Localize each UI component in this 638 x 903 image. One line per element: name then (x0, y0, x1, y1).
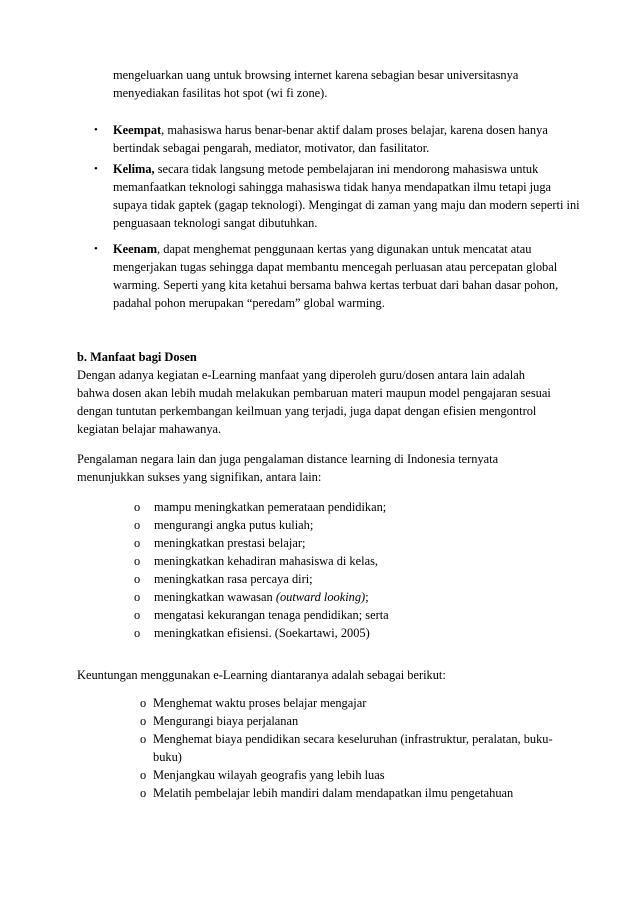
bullet-text: , mahasiswa harus benar-benar aktif dalam proses belajar, karena dosen hanya bertindak sebagai pengarah, mediator, motivator, dan fasilitator. (113, 123, 548, 155)
bullet-item (94, 240, 583, 312)
list-item: o mengurangi angka putus kuliah; (134, 518, 314, 532)
paragraph: Pengalaman negara lain dan juga pengalaman distance learning di Indonesia ternyata menunjukkan sukses yang signifikan, antara lain: (77, 452, 499, 484)
bullet-text: , dapat menghemat penggunaan kertas yang digunakan untuk mencatat atau mengerjakan tugas sehingga dapat membantu mencegah perluasan atau percepatan global warming. Seperti yang kita ketahui bersama bahwa kertas terbuat dari bahan dasar pohon, padahal pohon merupakan “peredam” global warming. (113, 242, 559, 310)
list-item: o mengatasi kekurangan tenaga pendidikan; serta (134, 608, 389, 622)
list-item: o Mengurangi biaya perjalanan (140, 714, 299, 728)
list-item: o Menghemat biaya pendidikan secara keseluruhan (infrastruktur, peralatan, buku-buku) (140, 732, 553, 764)
list-marker: o (134, 572, 141, 586)
bullet-lead: Kelima, (113, 162, 155, 176)
section-heading: b. Manfaat bagi Dosen (77, 350, 197, 364)
list-marker: o (134, 626, 141, 640)
list-marker: o (134, 536, 141, 550)
bullet-item (94, 160, 583, 232)
list-marker: o (140, 696, 147, 710)
continuation-paragraph: mengeluarkan uang untuk browsing internet karena sebagian besar universitasnya menyediakan fasilitas hot spot (wi fi zone). (113, 68, 519, 100)
list-item: o Menjangkau wilayah geografis yang lebih luas (140, 768, 385, 782)
bullet-marker: • (94, 243, 98, 255)
list-marker: o (134, 518, 141, 532)
list-item: o Menghemat waktu proses belajar mengajar (140, 696, 367, 710)
list-item: o meningkatkan rasa percaya diri; (134, 572, 313, 586)
success-list (134, 498, 389, 642)
list-marker: o (140, 714, 147, 728)
list-marker: o (140, 768, 147, 782)
list-marker: o (134, 554, 141, 568)
paragraph: Dengan adanya kegiatan e-Learning manfaat yang diperoleh guru/dosen antara lain adalah bahwa dosen akan lebih mudah melakukan pembaruan materi maupun model pengajaran sesuai dengan tuntutan perkembangan keilmuan yang terjadi, juga dapat dengan efisien mengontrol kegiatan belajar mahawanya. (77, 368, 551, 436)
list-marker: o (134, 608, 141, 622)
list-item: o meningkatkan efisiensi. (Soekartawi, 2005) (134, 626, 370, 640)
paragraph: Keuntungan menggunakan e-Learning diantaranya adalah sebagai berikut: (77, 668, 446, 682)
list-marker: o (134, 590, 141, 604)
bullet-marker: • (94, 163, 98, 175)
bullet-marker: • (94, 124, 98, 136)
advantages-list (140, 694, 560, 802)
list-item: o meningkatkan wawasan (outward looking); (134, 590, 369, 604)
list-item: o mampu meningkatkan pemerataan pendidikan; (134, 500, 387, 514)
list-item: o meningkatkan prestasi belajar; (134, 536, 306, 550)
list-marker: o (134, 500, 141, 514)
bullet-text: secara tidak langsung metode pembelajaran ini mendorong mahasiswa untuk memanfaatkan teknologi sahingga mahasiswa tidak hanya mendapatkan ilmu tetapi juga supaya tidak gaptek (gagap teknologi). Mengingat di zaman yang maju dan modern seperti ini penguasaan teknologi sangat dibutuhkan. (113, 162, 580, 230)
bullet-item (94, 121, 583, 157)
list-marker: o (140, 732, 147, 746)
list-marker: o (140, 786, 147, 800)
list-item: o meningkatkan kehadiran mahasiswa di kelas, (134, 554, 378, 568)
bullet-lead: Keempat (113, 123, 162, 137)
bullet-lead: Keenam (113, 242, 158, 256)
list-item: o Melatih pembelajar lebih mandiri dalam mendapatkan ilmu pengetahuan (140, 786, 514, 800)
